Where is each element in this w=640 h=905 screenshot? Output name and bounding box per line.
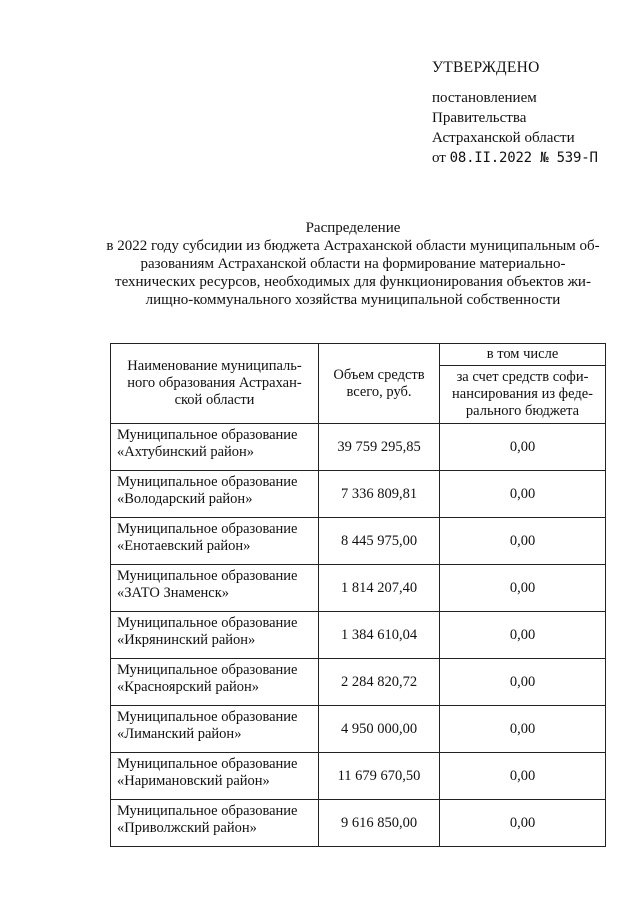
title-line: в 2022 году субсидии из бюджета Астраханской области муниципальным об- [106,238,600,254]
cell-municipality: Муниципальное образование «Наримановский район» [111,753,319,800]
table-row [111,706,606,753]
cell-federal: 0,00 [440,659,606,706]
table-row [111,659,606,706]
table-row [111,612,606,659]
header-total: Объем средств всего, руб. [319,344,440,424]
table-row [111,471,606,518]
cell-total: 7 336 809,81 [319,471,440,518]
cell-total: 4 950 000,00 [319,706,440,753]
approval-line: Астраханской области [432,130,575,146]
cell-federal: 0,00 [440,471,606,518]
cell-municipality: Муниципальное образование «ЗАТО Знаменск» [111,565,319,612]
cell-municipality: Муниципальное образование «Приволжский район» [111,800,319,847]
cell-municipality: Муниципальное образование «Ахтубинский район» [111,424,319,471]
approval-heading: УТВЕРЖДЕНО [432,59,540,76]
cell-municipality: Муниципальное образование «Лиманский район» [111,706,319,753]
cell-federal: 0,00 [440,706,606,753]
title-line: разованиям Астраханской области на формирование материально- [140,256,566,272]
cell-total: 1 384 610,04 [319,612,440,659]
approval-block [432,58,632,168]
cell-federal: 0,00 [440,800,606,847]
cell-federal: 0,00 [440,518,606,565]
cell-federal: 0,00 [440,424,606,471]
header-group: в том числе [440,344,606,366]
table-row [111,565,606,612]
cell-municipality: Муниципальное образование «Володарский район» [111,471,319,518]
approval-date-prefix: от [432,150,446,166]
table-row [111,518,606,565]
cell-total: 9 616 850,00 [319,800,440,847]
title-line: Распределение [305,220,401,236]
header-federal: за счет средств софи- нансирования из феде- рального бюджета [440,366,606,424]
cell-total: 2 284 820,72 [319,659,440,706]
table-row [111,753,606,800]
cell-total: 39 759 295,85 [319,424,440,471]
approval-line: постановлением [432,90,537,106]
approval-date-number: 08.II.2022 № 539-П [449,150,598,166]
table-row [111,424,606,471]
header-municipality: Наименование муниципаль- ного образования Астрахан- ской области [111,344,319,424]
cell-municipality: Муниципальное образование «Красноярский район» [111,659,319,706]
table-row [111,800,606,847]
title-line: технических ресурсов, необходимых для функционирования объектов жи- [115,274,591,290]
cell-total: 11 679 670,50 [319,753,440,800]
approval-date-line [432,148,632,168]
cell-federal: 0,00 [440,612,606,659]
approval-line: Правительства [432,110,527,126]
cell-federal: 0,00 [440,753,606,800]
cell-total: 8 445 975,00 [319,518,440,565]
cell-federal: 0,00 [440,565,606,612]
cell-total: 1 814 207,40 [319,565,440,612]
cell-municipality: Муниципальное образование «Икрянинский район» [111,612,319,659]
document-title [98,219,608,309]
cell-municipality: Муниципальное образование «Енотаевский район» [111,518,319,565]
title-line: лищно-коммунального хозяйства муниципальной собственности [145,292,561,308]
distribution-table [110,343,606,847]
